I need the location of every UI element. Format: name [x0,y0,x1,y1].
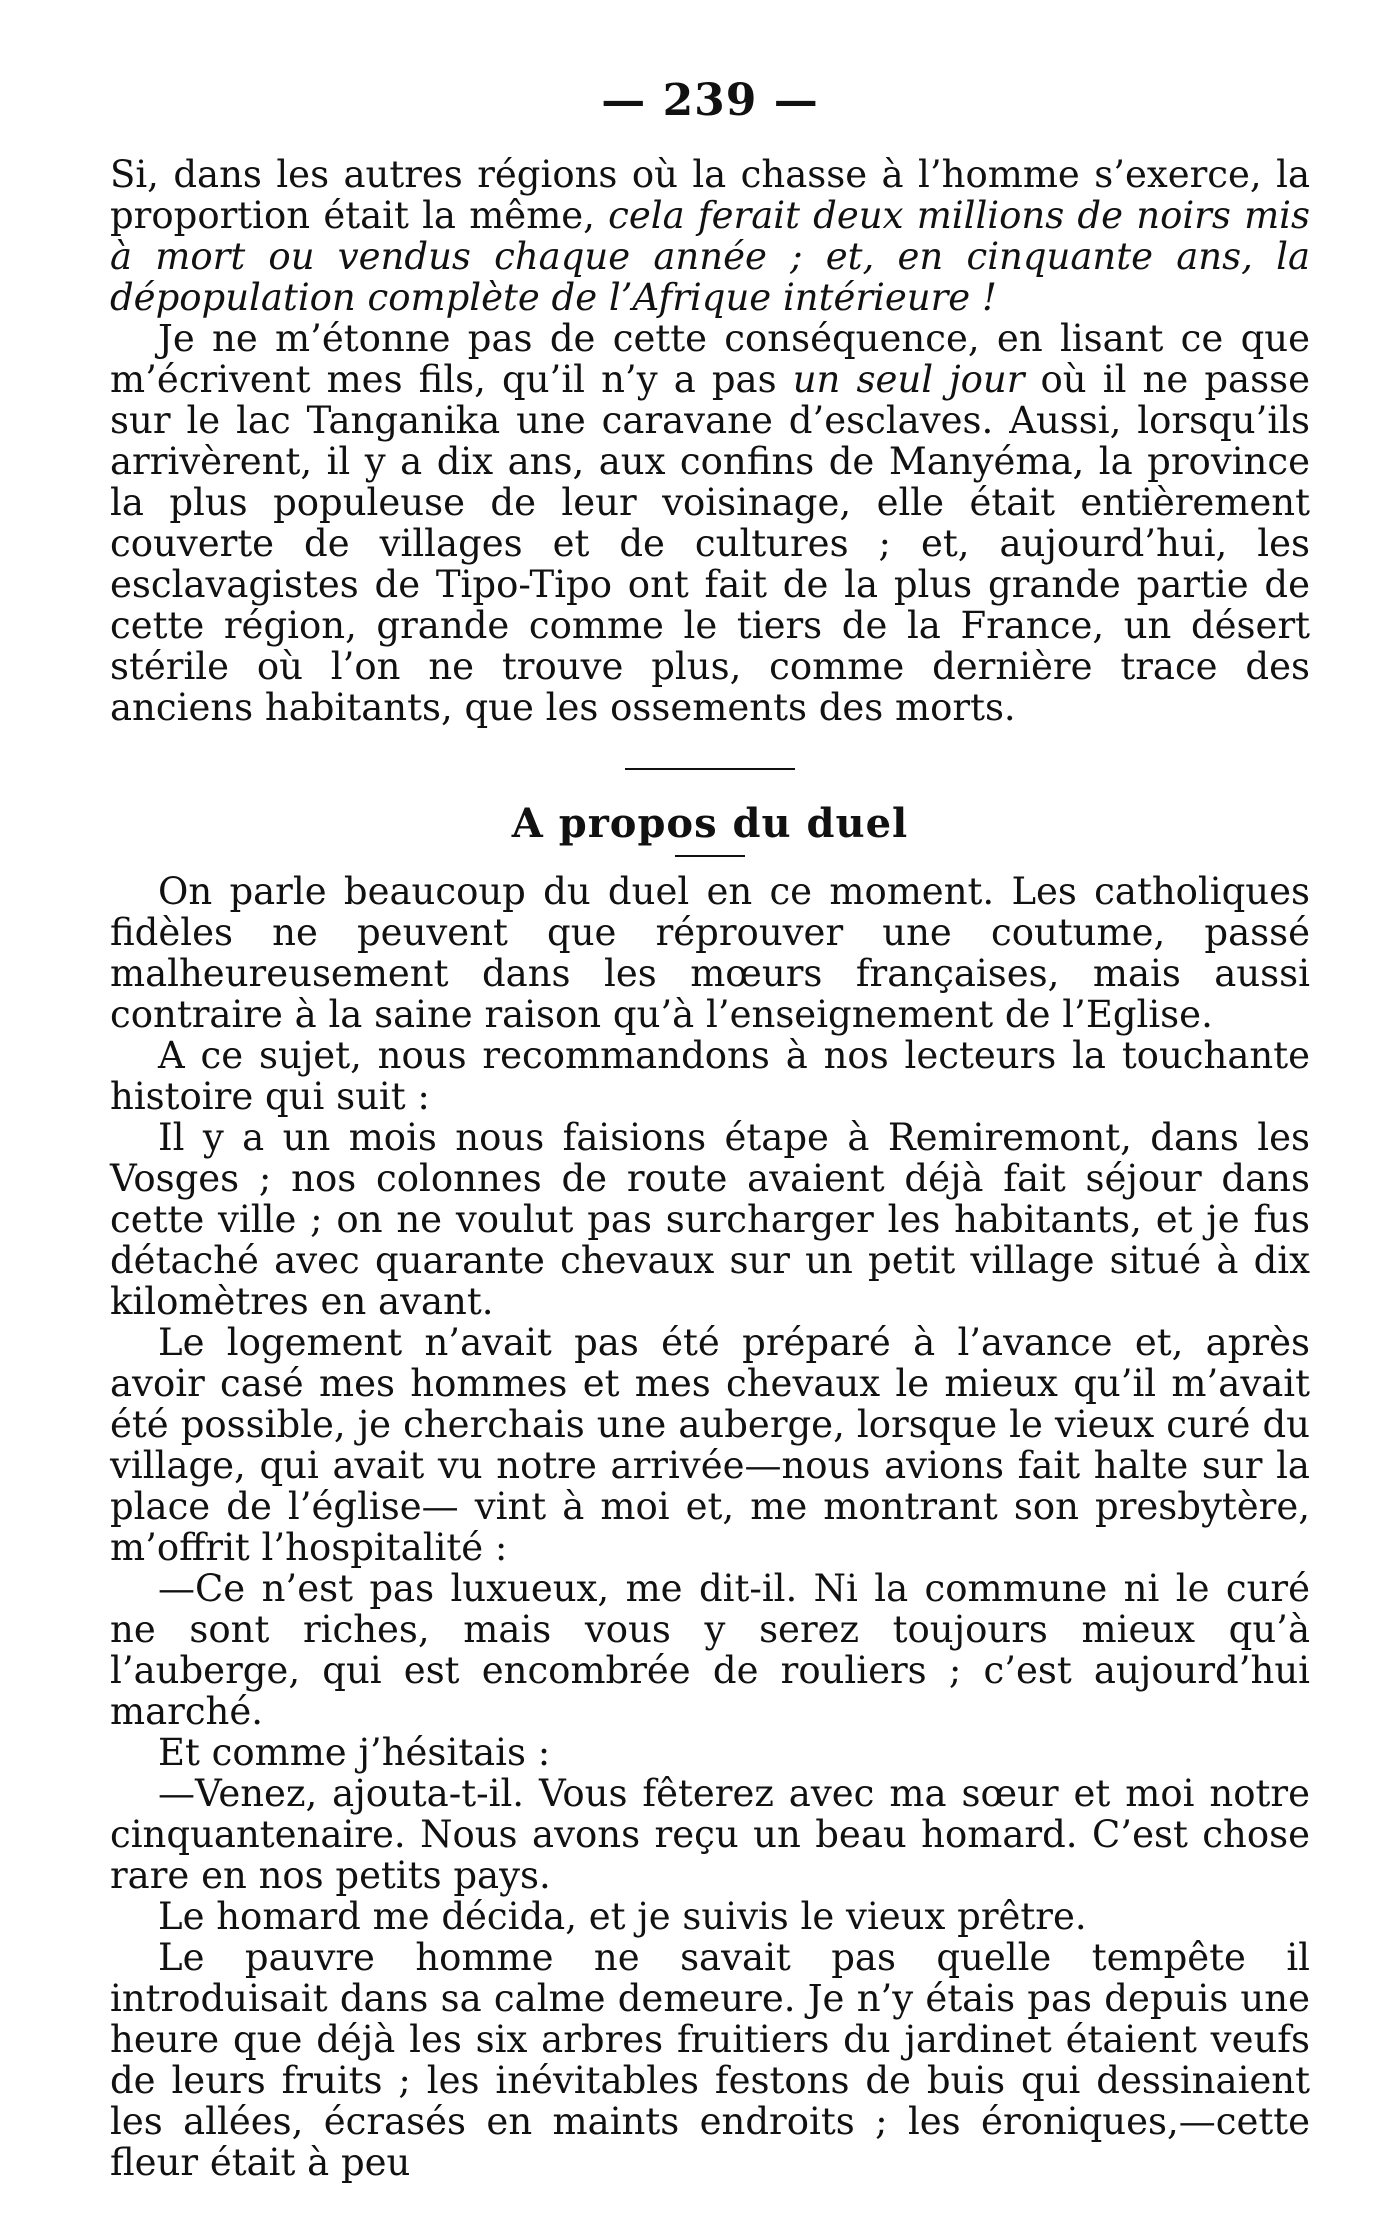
paragraph-duel-5: —Ce n’est pas luxueux, me dit-il. Ni la commune ni le curé ne sont riches, mais vous y serez toujours mieux qu’à l’auberge, qui est encombrée de rouliers ; c’est aujourd’hui marché. [110,1567,1310,1733]
paragraph-duel-4: Le logement n’avait pas été préparé à l’avance et, après avoir casé mes hommes et mes chevaux le mieux qu’il m’avait été possible, je cherchais une auberge, lorsque le vieux curé du village, qui avait vu notre arrivée—nous avions fait halte sur la place de l’église— vint à moi et, me montrant son presbytère, m’offrit l’hospitalité : [110,1321,1310,1569]
page-number: — 239 — [601,75,819,126]
italic-run: un seul jour [792,358,1025,401]
paragraph-duel-3: Il y a un mois nous faisions étape à Remiremont, dans les Vosges ; nos colonnes de route avaient déjà fait séjour dans cette ville ; on ne voulut pas surcharger les habitants, et je fus détaché avec quarante chevaux sur un petit village situé à dix kilomètres en avant. [110,1116,1310,1323]
paragraph-duel-7: —Venez, ajouta-t-il. Vous fêterez avec ma sœur et moi notre cinquantenaire. Nous avons reçu un beau homard. C’est chose rare en nos petits pays. [110,1772,1310,1897]
paragraph-duel-8: Le homard me décida, et je suivis le vieux prêtre. [158,1895,1087,1938]
text-run: Si, dans les autres régions où la chasse à l’homme s’exerce, la proportion était la même, [110,153,1310,237]
paragraph-africa-1 [110,154,1310,318]
section-title: A propos du duel [511,800,909,847]
paragraph-africa-2 [110,318,1310,728]
title-underline [675,855,745,857]
paragraph-duel-6: Et comme j’hésitais : [158,1731,551,1774]
paragraph-duel-1: On parle beaucoup du duel en ce moment. Les catholiques fidèles ne peuvent que réprouver une coutume, passé malheureusement dans les mœurs françaises, mais aussi contraire à la saine raison qu’à l’enseignement de l’Eglise. [110,870,1310,1036]
text-run: Je ne m’étonne pas de cette conséquence, en lisant ce que m’écrivent mes fils, qu’il n’y a pas [110,317,1310,401]
section-divider [625,768,795,770]
text-run: où il ne passe sur le lac Tanganika une caravane d’esclaves. Aussi, lorsqu’ils arrivèrent, il y a dix ans, aux confins de Manyéma, la province la plus populeuse de leur voisinage, elle était entièrement couverte de villages et de cultures ; et, aujourd’hui, les esclavagistes de Tipo-Tipo ont fait de la plus grande partie de cette région, grande comme le tiers de la France, un désert stérile où l’on ne trouve plus, comme dernière trace des anciens habitants, que les ossements des morts. [110,358,1310,729]
italic-run: cela ferait deux millions de noirs mis à mort ou vendus chaque année ; et, en cinquante ans, la dépopulation complète de l’Afrique intérieure ! [110,194,1310,319]
document-page [110,75,1310,2183]
paragraph-duel-2: A ce sujet, nous recommandons à nos lecteurs la touchante histoire qui suit : [110,1034,1310,1118]
paragraph-duel-9: Le pauvre homme ne savait pas quelle tempête il introduisait dans sa calme demeure. Je n’y étais pas depuis une heure que déjà les six arbres fruitiers du jardinet étaient veufs de leurs fruits ; les inévitables festons de buis qui dessinaient les allées, écrasés en maints endroits ; les éroniques,—cette fleur était à peu [110,1936,1310,2184]
